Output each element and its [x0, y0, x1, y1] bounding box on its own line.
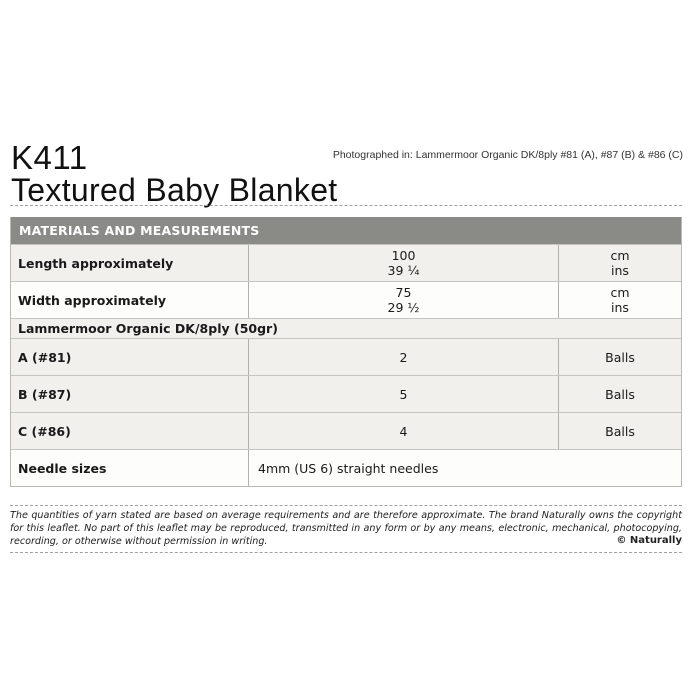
value-in: 29 ½: [387, 300, 420, 315]
unit-cm: cm: [610, 285, 630, 300]
photographed-in-note: Photographed in: Lammermoor Organic DK/8ply #81 (A), #87 (B) & #86 (C): [332, 149, 683, 161]
table-row-yarn-b: [11, 375, 681, 412]
row-value: [249, 245, 559, 281]
row-label: C (#86): [11, 413, 249, 449]
row-label: Length approximately: [11, 245, 249, 281]
row-value: 4mm (US 6) straight needles: [258, 460, 439, 476]
table-row-yarn-a: [11, 338, 681, 375]
table-row-yarn-c: [11, 412, 681, 449]
table-row-width: [11, 281, 681, 318]
value-in: 39 ¼: [387, 263, 420, 278]
table-heading: MATERIALS AND MEASUREMENTS: [11, 217, 681, 244]
row-unit: Balls: [605, 386, 635, 402]
row-label: B (#87): [11, 376, 249, 412]
row-unit: Balls: [605, 349, 635, 365]
row-value: [249, 282, 559, 318]
row-quantity: 5: [249, 376, 559, 412]
unit-cm: cm: [610, 248, 630, 263]
row-quantity: 4: [249, 413, 559, 449]
divider-footer-top: [10, 505, 682, 506]
row-label: Needle sizes: [11, 450, 249, 486]
row-label: A (#81): [11, 339, 249, 375]
table-row-yarn-heading: [11, 318, 681, 338]
materials-table: [10, 217, 682, 487]
divider-top: [10, 205, 682, 206]
yarn-heading: Lammermoor Organic DK/8ply (50gr): [18, 321, 278, 336]
row-unit: Balls: [605, 423, 635, 439]
row-quantity: 2: [249, 339, 559, 375]
row-unit: [559, 245, 681, 281]
pattern-code: K411: [11, 139, 88, 176]
unit-in: ins: [611, 300, 629, 315]
pattern-title: Textured Baby Blanket: [11, 172, 338, 208]
unit-in: ins: [611, 263, 629, 278]
value-cm: 75: [395, 285, 412, 300]
divider-footer-bottom: [10, 552, 682, 553]
table-row-needles: [11, 449, 681, 486]
copyright-notice: © Naturally: [616, 535, 682, 546]
row-label: Width approximately: [11, 282, 249, 318]
table-row-length: [11, 244, 681, 281]
disclaimer-text: The quantities of yarn stated are based on average requirements and are therefore approximate. The brand Naturally owns the copyright for this leaflet. No part of this leaflet may be reproduced, transmitted in any form or by any means, electronic, mechanical, photocopying, recording, or otherwise without permission in writing.: [10, 510, 682, 547]
value-cm: 100: [391, 248, 416, 263]
row-unit: [559, 282, 681, 318]
